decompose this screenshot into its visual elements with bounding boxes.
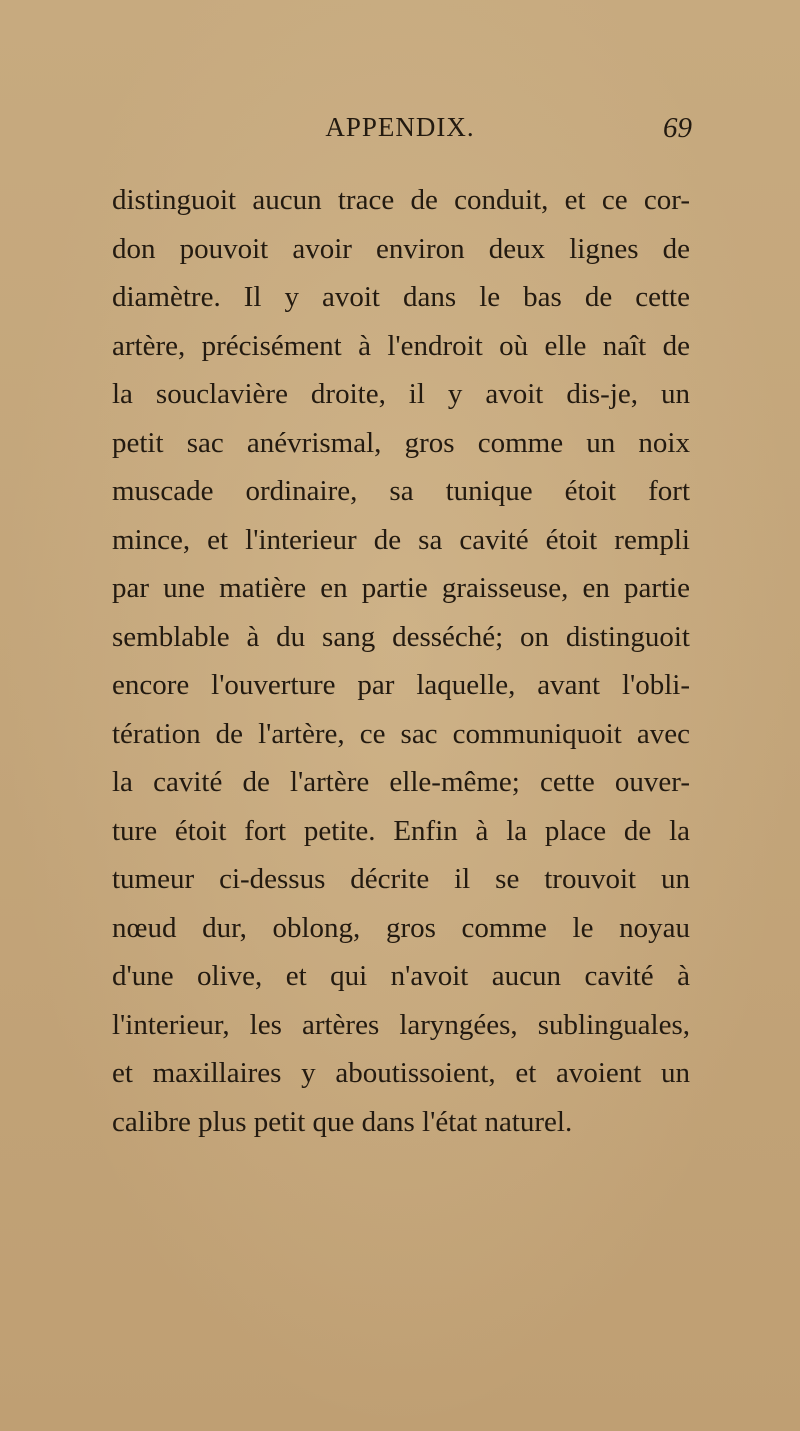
- text-line: encore l'ouverture par laquelle, avant l'obli-: [112, 669, 690, 701]
- text-line: tération de l'artère, ce sac communiquoit avec: [112, 717, 690, 750]
- text-line: don pouvoit avoir environ deux lignes de: [112, 232, 690, 265]
- page-header: [110, 112, 690, 152]
- text-line: calibre plus petit que dans l'état naturel.: [112, 1105, 573, 1138]
- text-line: semblable à du sang desséché; on distinguoit: [112, 620, 690, 653]
- text-line: et maxillaires y aboutissoient, et avoient un: [112, 1057, 690, 1089]
- text-line: nœud dur, oblong, gros comme le noyau: [112, 911, 690, 944]
- page-number: 69: [663, 112, 692, 144]
- text-line: distinguoit aucun trace de conduit, et ce cor-: [112, 184, 690, 216]
- text-line: par une matière en partie graisseuse, en partie: [112, 572, 690, 604]
- text-line: muscade ordinaire, sa tunique étoit fort: [112, 475, 690, 507]
- text-line: l'interieur, les artères laryngées, sublinguales,: [112, 1008, 690, 1041]
- text-line: tumeur ci-dessus décrite il se trouvoit un: [112, 863, 690, 895]
- text-line: ture étoit fort petite. Enfin à la place de la: [112, 814, 690, 847]
- text-line: la souclavière droite, il y avoit dis-je, un: [112, 378, 690, 410]
- running-title: APPENDIX.: [325, 112, 475, 142]
- text-line: diamètre. Il y avoit dans le bas de cette: [112, 281, 690, 313]
- text-line: d'une olive, et qui n'avoit aucun cavité à: [112, 960, 690, 992]
- text-line: petit sac anévrismal, gros comme un noix: [112, 426, 690, 459]
- text-line: artère, précisément à l'endroit où elle naît de: [112, 329, 690, 362]
- text-line: mince, et l'interieur de sa cavité étoit rempli: [112, 523, 690, 556]
- text-line: la cavité de l'artère elle-même; cette ouver-: [112, 766, 690, 798]
- body-text: [112, 176, 690, 1146]
